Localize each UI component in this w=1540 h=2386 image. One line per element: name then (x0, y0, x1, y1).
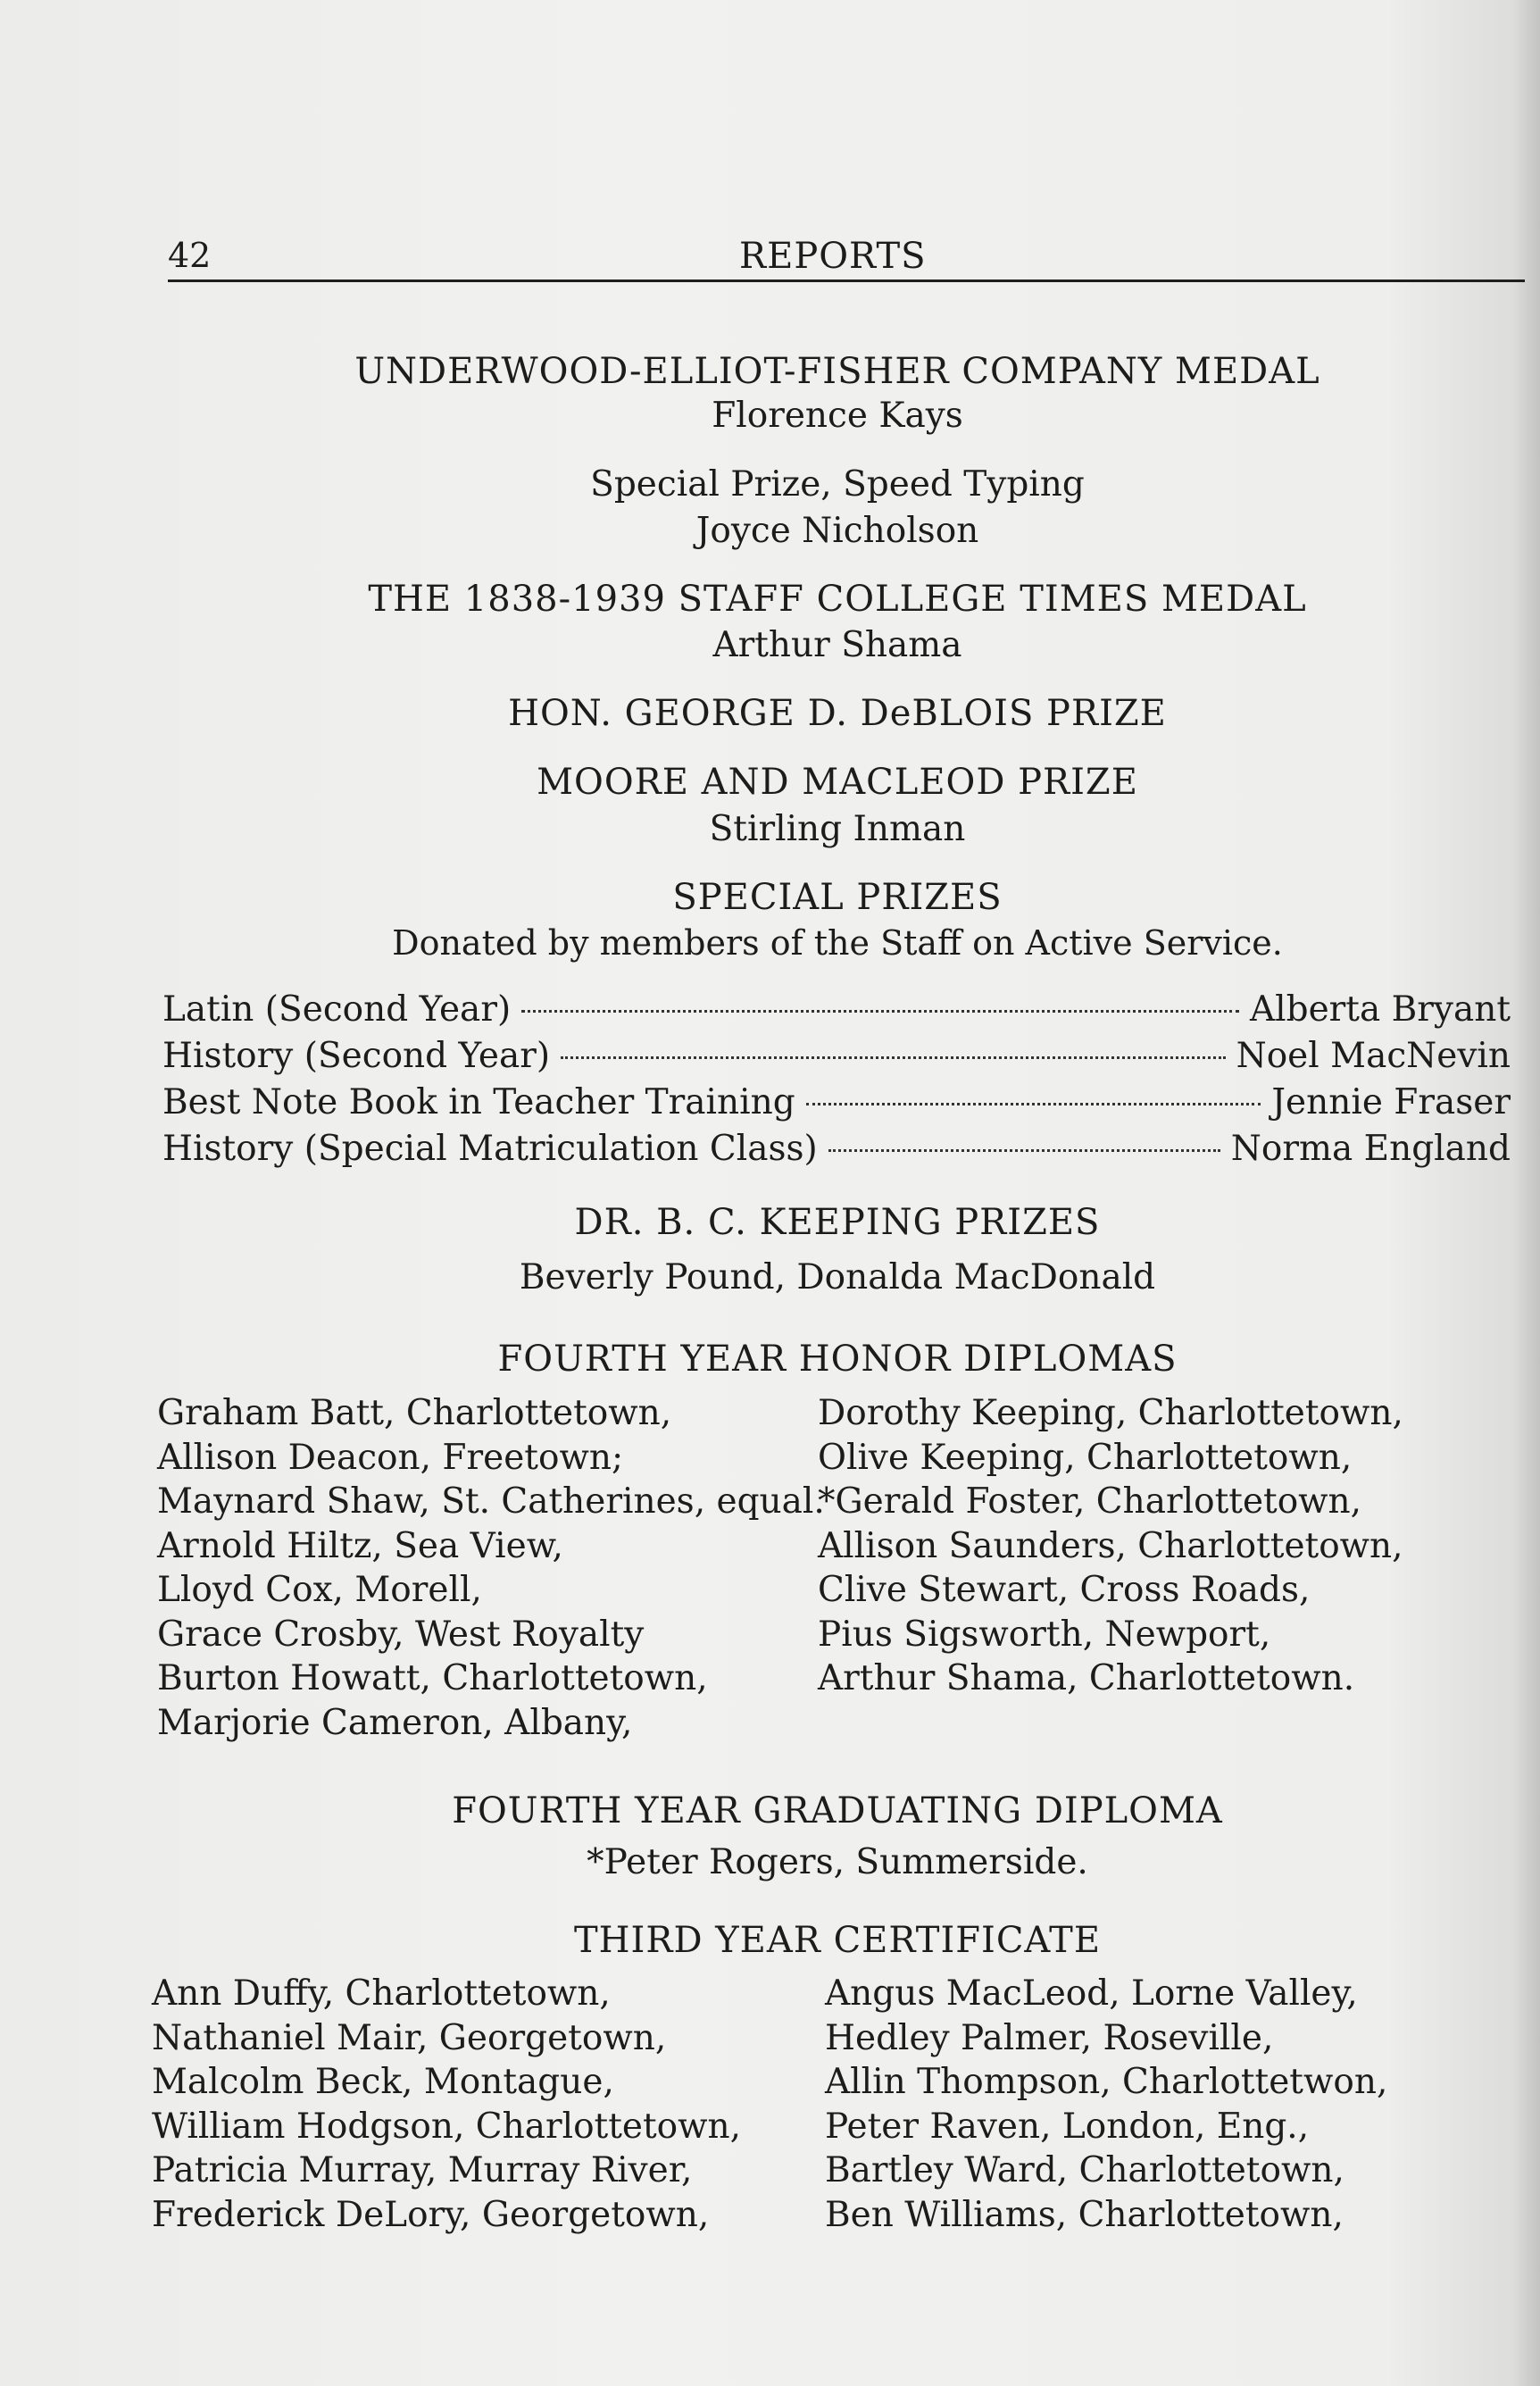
list-item: Ben Williams, Charlottetown, (825, 2194, 1344, 2235)
third-year-title: THIRD YEAR CERTIFICATE (573, 1920, 1102, 1961)
prize-winner: Alberta Bryant (1249, 989, 1511, 1030)
special-prize-row (162, 1082, 1511, 1129)
prize-winner: Jennie Fraser (1271, 1082, 1511, 1122)
list-item: Hedley Palmer, Roseville, (825, 2017, 1274, 2058)
special-prizes-subtitle: Donated by members of the Staff on Active Service. (392, 923, 1283, 963)
list-item: Allin Thompson, Charlottetwon, (825, 2062, 1388, 2102)
honor-left-column (157, 1393, 825, 1747)
dot-leader (828, 1149, 1220, 1152)
staff-college-medal-title: THE 1838-1939 STAFF COLLEGE TIMES MEDAL (368, 579, 1307, 620)
honor-right-column (818, 1393, 1403, 1703)
list-item: Lloyd Cox, Morell, (157, 1570, 482, 1610)
third-year-right-column (825, 1973, 1387, 2239)
staff-college-medal-winner: Arthur Shama (712, 625, 962, 665)
fourth-year-graduating-title: FOURTH YEAR GRADUATING DIPLOMA (452, 1790, 1223, 1831)
list-item: Ann Duffy, Charlottetown, (152, 1973, 611, 2014)
list-item: Peter Raven, London, Eng., (825, 2106, 1310, 2147)
list-item: Nathaniel Mair, Georgetown, (152, 2017, 667, 2058)
list-item: Olive Keeping, Charlottetown, (818, 1437, 1353, 1478)
list-item: *Gerald Foster, Charlottetown, (818, 1481, 1362, 1522)
list-item: Patricia Murray, Murray River, (152, 2150, 693, 2190)
dot-leader (561, 1056, 1225, 1059)
dot-leader (806, 1103, 1261, 1105)
list-item: Malcolm Beck, Montague, (152, 2062, 614, 2102)
moore-macleod-prize-title: MOORE AND MACLEOD PRIZE (537, 762, 1138, 803)
speed-typing-title: Special Prize, Speed Typing (590, 464, 1085, 505)
fourth-year-honor-title: FOURTH YEAR HONOR DIPLOMAS (497, 1339, 1178, 1380)
underwood-medal-winner: Florence Kays (712, 396, 963, 436)
prize-subject: History (Special Matriculation Class) (162, 1129, 818, 1169)
speed-typing-winner: Joyce Nicholson (695, 511, 979, 551)
fourth-year-graduating-winner: *Peter Rogers, Summerside. (587, 1842, 1088, 1882)
special-prizes-list (162, 989, 1511, 1175)
special-prize-row (162, 1036, 1511, 1082)
list-item: Graham Batt, Charlottetown, (157, 1393, 672, 1433)
list-item: William Hodgson, Charlottetown, (152, 2106, 742, 2147)
prize-winner: Noel MacNevin (1236, 1036, 1511, 1076)
third-year-left-column (152, 1973, 741, 2239)
list-item: Arthur Shama, Charlottetown. (818, 1658, 1355, 1698)
special-prize-row (162, 989, 1511, 1036)
prize-subject: Latin (Second Year) (162, 989, 512, 1030)
running-title: REPORTS (739, 236, 927, 277)
moore-macleod-prize-winner: Stirling Inman (709, 809, 966, 849)
list-item: Maynard Shaw, St. Catherines, equal. (157, 1481, 825, 1522)
underwood-medal-title: UNDERWOOD-ELLIOT-FISHER COMPANY MEDAL (354, 351, 1320, 392)
keeping-prizes-winners: Beverly Pound, Donalda MacDonald (519, 1257, 1156, 1297)
list-item: Angus MacLeod, Lorne Valley, (825, 1973, 1358, 2014)
list-item: Dorothy Keeping, Charlottetown, (818, 1393, 1403, 1433)
page-edge-shadow (1513, 0, 1540, 2386)
dot-leader (521, 1010, 1239, 1013)
prize-subject: Best Note Book in Teacher Training (162, 1082, 795, 1122)
prize-subject: History (Second Year) (162, 1036, 551, 1076)
list-item: Frederick DeLory, Georgetown, (152, 2194, 710, 2235)
list-item: Burton Howatt, Charlottetown, (157, 1658, 708, 1698)
deblois-prize-title: HON. GEORGE D. DeBLOIS PRIZE (508, 693, 1167, 734)
special-prizes-title: SPECIAL PRIZES (672, 877, 1003, 918)
list-item: Bartley Ward, Charlottetown, (825, 2150, 1344, 2190)
page-number: 42 (168, 236, 212, 275)
list-item: Arnold Hiltz, Sea View, (157, 1525, 563, 1566)
keeping-prizes-title: DR. B. C. KEEPING PRIZES (574, 1202, 1101, 1243)
prize-winner: Norma England (1230, 1129, 1511, 1169)
header-rule (168, 279, 1525, 282)
list-item: Marjorie Cameron, Albany, (157, 1702, 633, 1743)
special-prize-row (162, 1129, 1511, 1175)
list-item: Grace Crosby, West Royalty (157, 1614, 645, 1655)
running-head (168, 230, 1525, 284)
list-item: Clive Stewart, Cross Roads, (818, 1570, 1311, 1610)
list-item: Pius Sigsworth, Newport, (818, 1614, 1271, 1655)
list-item: Allison Deacon, Freetown; (157, 1437, 624, 1478)
list-item: Allison Saunders, Charlottetown, (818, 1525, 1403, 1566)
